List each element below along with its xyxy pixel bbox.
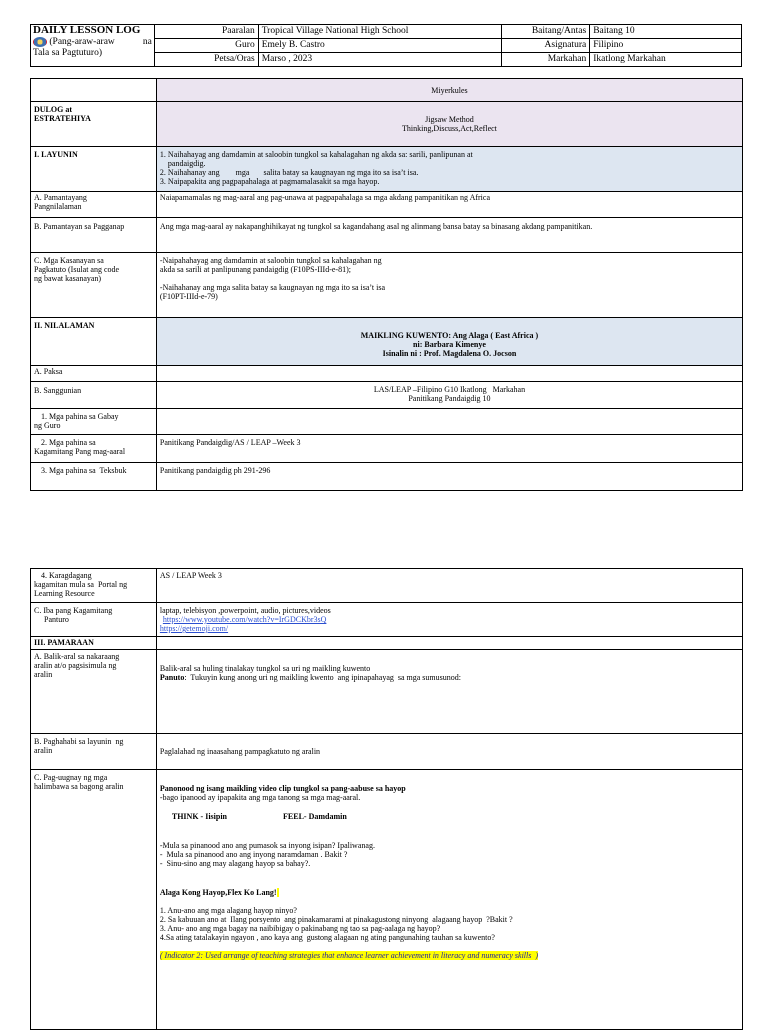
pamantayang-label: A. Pamantayang Pangnilalaman <box>31 192 157 218</box>
layunin-label: I. LAYUNIN <box>31 147 157 192</box>
guro-label: Guro <box>154 39 258 53</box>
markahan-value: Ikatlong Markahan <box>590 53 742 67</box>
nilalaman-cell <box>156 318 742 366</box>
paaralan-value: Tropical Village National High School <box>258 25 502 39</box>
gabay-value <box>156 409 742 435</box>
petsa-value: Marso , 2023 <box>258 53 502 67</box>
paghahabi-label: B. Paghahabi sa layunin ng aralin <box>31 734 157 770</box>
teksbuk-label: 3. Mga pahina sa Teksbuk <box>31 463 157 491</box>
video-activity: Panonood ng isang maikling video clip tungkol sa pang-aabuse sa hayop <box>159 784 406 793</box>
baitang-label: Baitang/Antas <box>502 25 590 39</box>
paghahabi-value: Paglalahad ng inaasahang pampagkatuto ng aralin <box>156 734 742 770</box>
layunin-1: 1. Naihahayag ang damdamin at saloobin tungkol sa kahalagahan ng akda sa: sarili, panlipunan at <box>159 150 473 159</box>
iba-label: C. Iba pang Kagamitang Panturo <box>31 603 157 637</box>
lesson-table-1 <box>30 78 743 491</box>
layunin-1b: pandaigdig. <box>159 159 206 168</box>
kuwento-title: MAIKLING KUWENTO: Ang Alaga ( East Africa ) <box>360 331 539 340</box>
pagganap-label: B. Pamantayan sa Pagganap <box>31 218 157 253</box>
balik-label: A. Balik-aral sa nakaraang aralin at/o pagsisimula ng aralin <box>31 650 157 734</box>
layunin-2: 2. Naihahanay ang mga salita batay sa kaugnayan ng mga ito sa isa’t isa. <box>159 168 419 177</box>
deped-seal-icon <box>33 37 47 47</box>
kasanayan-value: -Naipahahayag ang damdamin at saloobin tungkol sa kahalagahan ng akda sa sarili at panlipunang pandaigdig (F10PS-IIId-e-81); -Naihahanay ang mga salita batay sa kaugnayan ng mga ito sa isa’t isa (F10PT-IIId-e-79) <box>156 253 742 318</box>
day-header: Miyerkules <box>156 79 742 102</box>
lesson-table-2 <box>30 568 743 1030</box>
baitang-value: Baitang 10 <box>590 25 742 39</box>
kuwento-translator: Isinalin ni : Prof. Magdalena O. Jocson <box>382 349 517 358</box>
pag-uugnay-label: C. Pag-uugnay ng mga halimbawa sa bagong aralin <box>31 770 157 1030</box>
dll-subtitle-na: na <box>142 37 152 47</box>
pamaraan-label: III. PAMARAAN <box>31 637 157 650</box>
kagamitang-value: Panitikang Pandaigdig/AS / LEAP –Week 3 <box>156 435 742 463</box>
karagdagang-value: AS / LEAP Week 3 <box>156 569 742 603</box>
dulog-steps: Thinking,Discuss,Act,Reflect <box>402 124 497 133</box>
dll-title: DAILY LESSON LOG <box>33 24 141 36</box>
youtube-link[interactable]: https://www.youtube.com/watch?v=IrGDCKbr3sQ <box>162 615 327 624</box>
pagganap-value: Ang mga mag-aaral ay nakapanghihikayat ng tungkol sa kagandahang asal ng alinmang bansa batay sa binasang akdang pampanitikan. <box>156 218 742 253</box>
paksa-label: A. Paksa <box>31 366 157 382</box>
petsa-label: Petsa/Oras <box>154 53 258 67</box>
layunin-cell <box>156 147 742 192</box>
pag-uugnay-value: Panonood ng isang maikling video clip tungkol sa pang-aabuse sa hayop -bago ipanood ay ipapakita ang mga tanong sa mga mag-aaral. THINK - Iisipin FEEL- Damdamin -Mula sa pinanood ano ang pumasok sa inyong isipan? Ipaliwanag. - Mula sa pinanood ano ang inyong naramdaman . Bakit ? - Sinu-sino ang may alagang hayop sa bahay?. Alaga Kong Hayop,Flex Ko Lang! 1. Anu-ano ang mga alagang hayop ninyo? 2. Sa kabuuan ano at Ilang porsyento ang pinakamarami at pinakagustong ninyong alagaang hayop ?Bakit ? 3. Anu- ano ang mga bagay na naibibigay o pakinabang ng tao sa pag-aalaga ng hayop? 4.Sa ating tatalakayin ngayon , ano kaya ang gustong alagaan ng ating pangunahing tauhan sa kuwento? ( Indicator 2: Used arrange of teaching strategies that enhance learner achievement in literacy and numeracy skills ) <box>156 770 742 1030</box>
dll-subtitle-2: Tala sa Pagtuturo) <box>33 48 102 59</box>
sanggunian-value: LAS/LEAP –Filipino G10 Ikatlong Markahan Panitikang Pandaigdig 10 <box>156 382 742 409</box>
dulog-method: Jigsaw Method <box>425 115 474 124</box>
indicator-note: ( Indicator 2: Used arrange of teaching strategies that enhance learner achievement in literacy and numeracy skills ) <box>159 951 539 960</box>
alaga-title: Alaga Kong Hayop,Flex Ko Lang! <box>159 888 277 897</box>
dll-title-cell <box>31 25 155 67</box>
panuto-label: Panuto <box>159 673 185 682</box>
dulog-label: DULOG at ESTRATEHIYA <box>31 102 157 147</box>
dll-subtitle-1: (Pang-araw-araw <box>49 37 115 48</box>
nilalaman-label: II. NILALAMAN <box>31 318 157 366</box>
asignatura-label: Asignatura <box>502 39 590 53</box>
feel-label: FEEL- Damdamin <box>283 812 347 821</box>
header-table <box>30 24 742 67</box>
pamantayang-value: Naiapamamalas ng mag-aaral ang pag-unawa at pagpapahalaga sa mga akdang pampanitikan ng Africa <box>156 192 742 218</box>
paaralan-label: Paaralan <box>154 25 258 39</box>
kuwento-author: ni: Barbara Kimenye <box>413 340 486 349</box>
getemoji-link[interactable]: https://getemoji.com/ <box>159 624 229 633</box>
balik-value: Balik-aral sa huling tinalakay tungkol sa uri ng maikling kuwento Panuto: Tukuyin kung anong uri ng maikling kwento ang ipinapahayag sa mga sumusunod: <box>156 650 742 734</box>
sanggunian-label: B. Sanggunian <box>31 382 157 409</box>
kasanayan-label: C. Mga Kasanayan sa Pagkatuto (Isulat ang code ng bawat kasanayan) <box>31 253 157 318</box>
guro-value: Emely B. Castro <box>258 39 502 53</box>
paksa-value <box>156 366 742 382</box>
kagamitang-label: 2. Mga pahina sa Kagamitang Pang mag-aaral <box>31 435 157 463</box>
gabay-label: 1. Mga pahina sa Gabay ng Guro <box>31 409 157 435</box>
teksbuk-value: Panitikang pandaigdig ph 291-296 <box>156 463 742 491</box>
karagdagang-label: 4. Karagdagang kagamitan mula sa Portal ng Learning Resource <box>31 569 157 603</box>
markahan-label: Markahan <box>502 53 590 67</box>
dulog-cell <box>156 102 742 147</box>
layunin-3: 3. Naipapakita ang pagpapahalaga at pagmamalasakit sa mga hayop. <box>159 177 380 186</box>
think-label: THINK - Iisipin <box>171 812 228 821</box>
iba-value: laptap, telebisyon ,powerpoint, audio, pictures,videos https://www.youtube.com/watch?v=IrGDCKbr3sQ https://getemoji.com/ <box>156 603 742 637</box>
asignatura-value: Filipino <box>590 39 742 53</box>
